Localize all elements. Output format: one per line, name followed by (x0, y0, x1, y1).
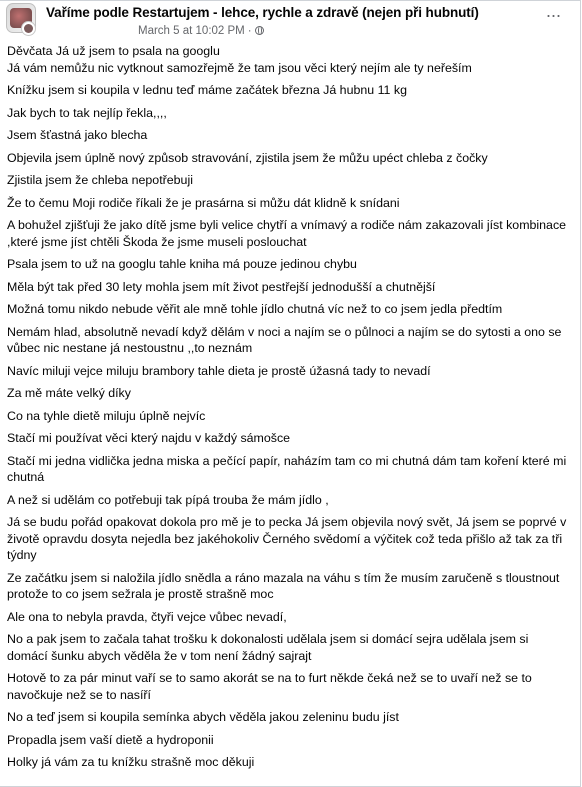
post-text-line: Děvčata Já už jsem to psala na googlu (7, 44, 220, 58)
post-timestamp[interactable]: March 5 at 10:02 PM (138, 25, 245, 37)
post-paragraph (7, 150, 571, 167)
post-text-line: Měla být tak před 30 lety mohla jsem mít život pestřejší jednodušší a chutnější (7, 279, 436, 294)
post-text-line: Ze začátku jsem si naložila jídlo snědla a ráno mazala na váhu s tím že musím zaručeně s tloustnout protože to co jsem sežrala je prostě strašně moc (7, 570, 560, 601)
post-text-line: Knížku jsem si koupila v lednu teď máme začátek března Já hubnu 11 kg (7, 83, 407, 97)
post-text-line: A než si udělám co potřebuji tak pípá trouba že mám jídlo , (7, 492, 329, 507)
post-paragraph (7, 570, 571, 603)
post-text-line: Za mě máte velký díky (7, 386, 131, 400)
post-text-line: Psala jsem to už na googlu tahle kniha má pouze jedinou chybu (7, 257, 357, 271)
post-meta (138, 25, 264, 37)
post-text-line: Hotově to za pár minut vaří se to samo akorát se na to furt někde čeká než se to uvaří než se to navočkuje než se to nasíří (7, 671, 532, 702)
post-text-line: Jsem šťastná jako blecha (7, 128, 148, 142)
post-text-line: No a teď jsem si koupila semínka abych věděla jakou zeleninu budu jíst (7, 710, 399, 724)
post-paragraph (7, 709, 571, 726)
author-avatar[interactable] (21, 21, 36, 36)
post-paragraph (7, 301, 571, 318)
post-text-line: Objevila jsem úplně nový způsob stravování, zjistila jsem že můžu upéct chleba z čočky (7, 150, 488, 165)
post-text-line: A bohužel zjišťuji že jako dítě jsme byli velice chytří a vnímavý a rodiče nám zakazovali jíst kombinace ,které jsme jíst chtěli Škoda že jsme museli poslouchat (7, 218, 567, 249)
post-text-line: Stačí mi jedna vidlička jedna miska a pečící papír, naházím tam co mi chutná dám tam koření které mi chutná (7, 453, 567, 484)
post-text-line: Co na tyhle dietě miluju úplně nejvíc (7, 408, 206, 423)
post-text-line: No a pak jsem to začala tahat trošku k dokonalosti udělala jsem si domácí sejra udělala jsem si domácí šunku abych věděla že v tom není žádný sajrajt (7, 632, 529, 663)
post-text-line: Ale ona to nebyla pravda, čtyři vejce vůbec nevadí, (7, 609, 287, 624)
globe-icon (255, 26, 264, 35)
post-body (7, 43, 571, 777)
post-text-line: Možná tomu nikdo nebude věřit ale mně tohle jídlo chutná víc než to co jsem jedla předtím (7, 302, 503, 316)
post-paragraph (7, 127, 571, 144)
post-text-line: Navíc miluji vejce miluju brambory tahle dieta je prostě úžasná tady to nevadí (7, 363, 431, 378)
post-paragraph (7, 172, 571, 189)
post-paragraph (7, 670, 571, 703)
post-text-line: Propadla jsem vaší dietě a hydroponii (7, 732, 214, 747)
post-text-line: Já se budu pořád opakovat dokola pro mě je to pecka Já jsem objevila nový svět, Já jsem se poprvé v životě opravdu dosyta nejedla bez jakéhokoliv Černého svědomí a výčitek což teda přišlo až tak za tři týdny (7, 515, 567, 562)
post-text-line: Nemám hlad, absolutně nevadí když dělám v noci a najím se o půlnoci a najím se do sytosti a ono se vůbec nic nestane já nestoustnu ,,to neznám (7, 324, 562, 355)
post-paragraph (7, 363, 571, 380)
post-paragraph (7, 256, 571, 273)
post-paragraph (7, 492, 571, 509)
post-text-line: Že to čemu Moji rodiče říkali že je prasárna si můžu dát klidně k snídani (7, 195, 400, 210)
post-paragraph (7, 195, 571, 212)
post-header (0, 0, 582, 40)
post-paragraph (7, 609, 571, 626)
meta-separator: · (247, 25, 252, 37)
post-paragraph (7, 105, 571, 122)
post-paragraph (7, 754, 571, 771)
post-paragraph (7, 453, 571, 486)
post-paragraph (7, 408, 571, 425)
post-paragraph (7, 217, 571, 250)
post-text-line: Holky já vám za tu knížku strašně moc děkuji (7, 755, 255, 769)
post-text-line: Já vám nemůžu nic vytknout samozřejmě že tam jsou věci který nejím ale ty neřeším (7, 60, 472, 75)
post-text-line: Jak bych to tak nejlíp řekla,,,, (7, 105, 167, 120)
post-paragraph (7, 324, 571, 357)
post-paragraph (7, 279, 571, 296)
post-text-line: Zjistila jsem že chleba nepotřebuji (7, 173, 193, 187)
post-paragraph (7, 82, 571, 99)
post-text-line: Stačí mi používat věci který najdu v každý sámošce (7, 431, 291, 445)
post-paragraph (7, 732, 571, 749)
post-paragraph (7, 514, 571, 564)
post-paragraph (7, 631, 571, 664)
more-options-icon[interactable]: ··· (545, 5, 561, 25)
post-paragraph (7, 43, 571, 76)
post-paragraph (7, 385, 571, 402)
group-name-link[interactable]: Vaříme podle Restartujem - lehce, rychle a zdravě (nejen při hubnutí) (46, 5, 479, 20)
post-paragraph (7, 430, 571, 447)
